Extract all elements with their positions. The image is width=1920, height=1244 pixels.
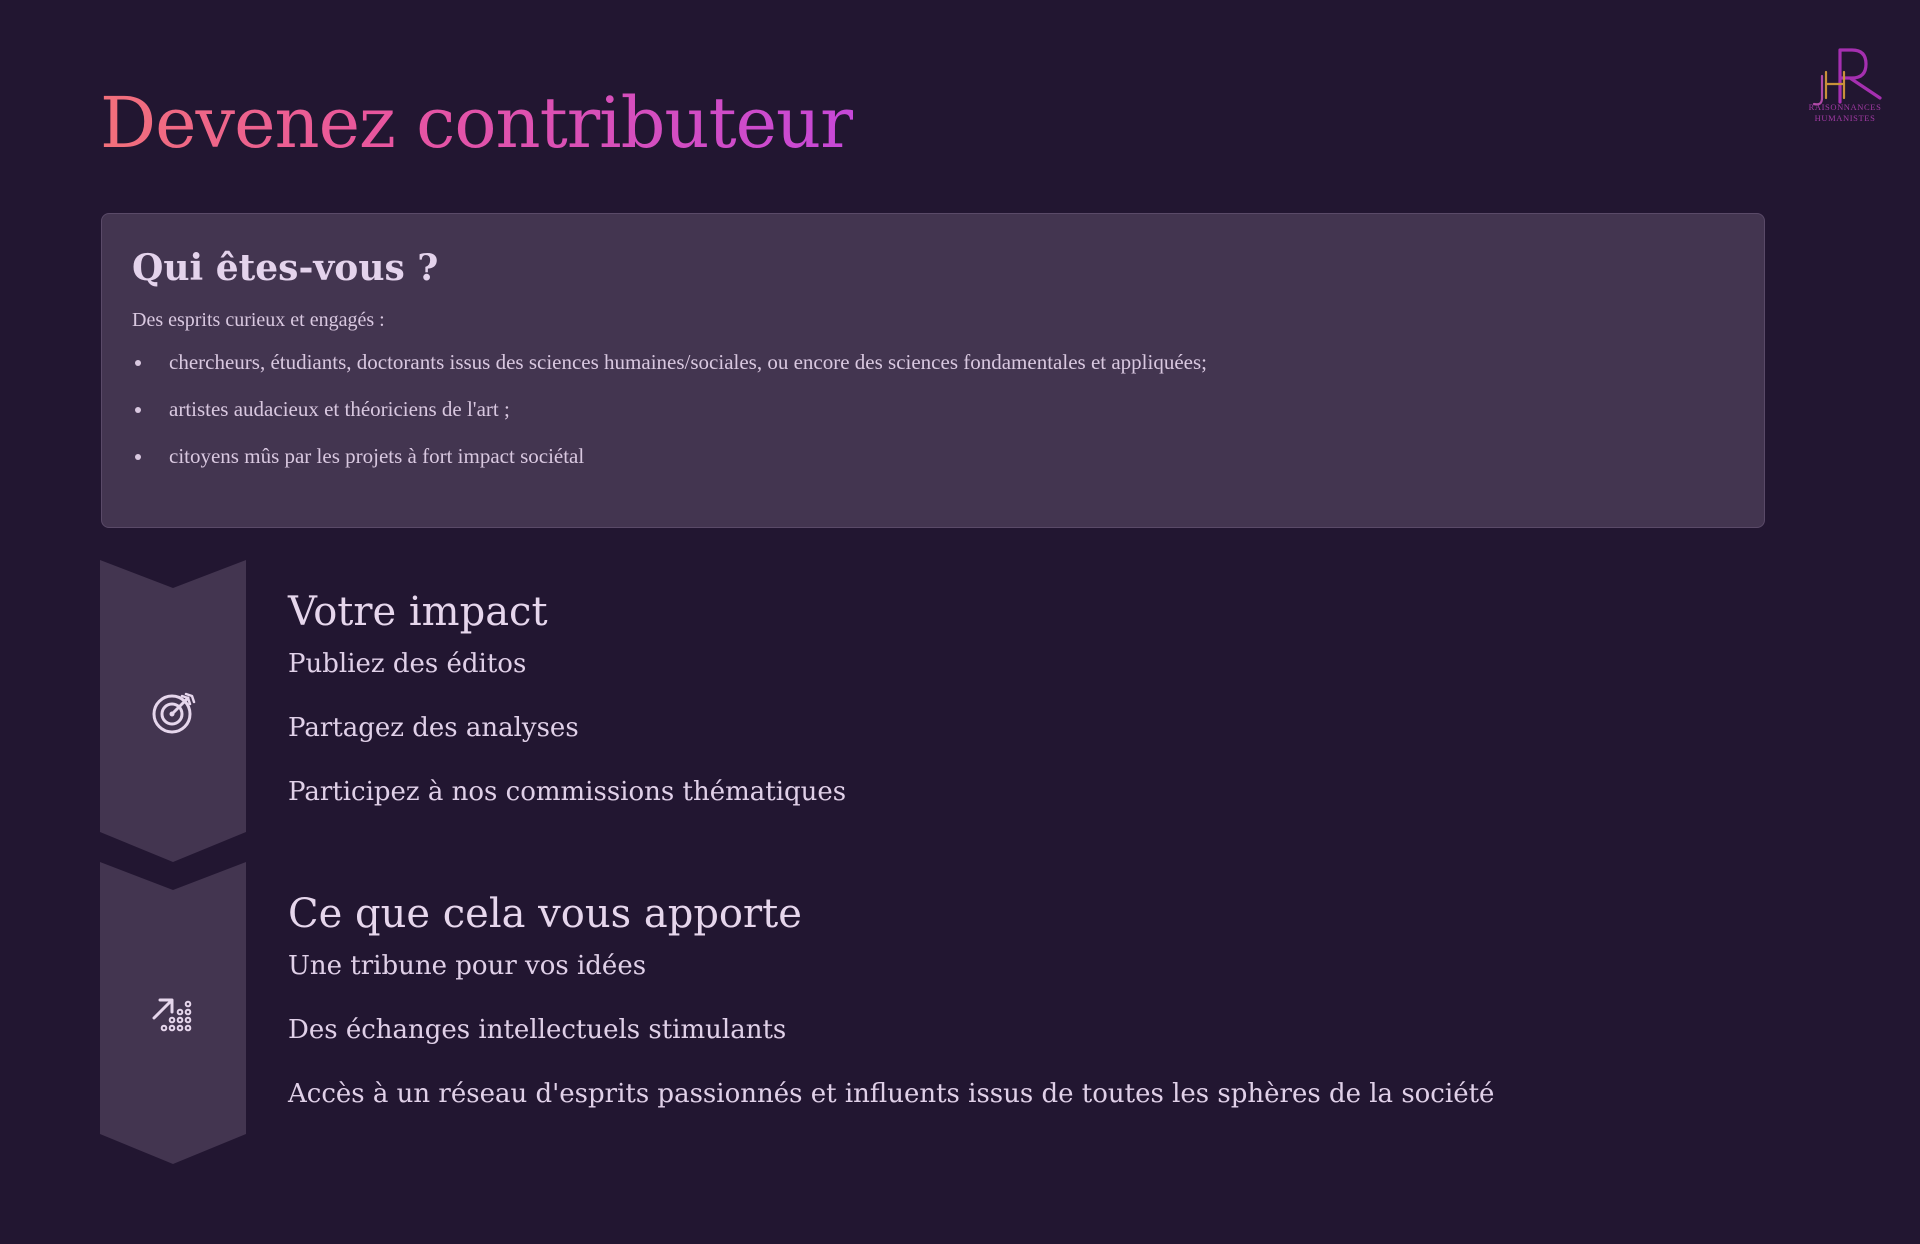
who-list [132,348,1734,470]
list-item: Partagez des analyses [288,713,579,743]
impact-list [288,646,1788,810]
list-item: Une tribune pour vos idées [288,951,647,981]
bullet-icon [135,407,141,413]
logo-subtitle-line2: HUMANISTES [1814,113,1876,123]
impact-title: Votre impact [288,589,548,635]
page-title: Devenez contributeur [100,78,853,168]
who-title: Qui êtes-vous ? [132,247,439,289]
benefits-list [288,948,1788,1112]
who-intro: Des esprits curieux et engagés : [132,309,385,331]
who-card [101,213,1765,528]
list-item [132,348,1734,376]
list-item: Participez à nos commissions thématiques [288,777,847,807]
growth-chart-icon [150,990,198,1038]
list-item-text: artistes audacieux et théoriciens de l'art ; [169,397,510,421]
benefits-section [288,888,1788,1140]
target-icon [150,688,198,736]
list-item-text: citoyens mûs par les projets à fort impact sociétal [169,444,585,468]
impact-section [288,586,1788,838]
list-item: Accès à un réseau d'esprits passionnés et influents issus de toutes les sphères de la société [288,1079,1495,1109]
list-item: Des échanges intellectuels stimulants [288,1015,787,1045]
logo-subtitle [1795,102,1895,124]
list-item [132,442,1734,470]
benefits-title: Ce que cela vous apporte [288,891,802,937]
bullet-icon [135,360,141,366]
bullet-icon [135,454,141,460]
list-item [132,395,1734,423]
list-item: Publiez des éditos [288,649,527,679]
list-item-text: chercheurs, étudiants, doctorants issus des sciences humaines/sociales, ou encore des sciences fondamentales et appliquées; [169,350,1207,374]
logo-subtitle-line1: RAISONNANCES [1808,102,1882,112]
